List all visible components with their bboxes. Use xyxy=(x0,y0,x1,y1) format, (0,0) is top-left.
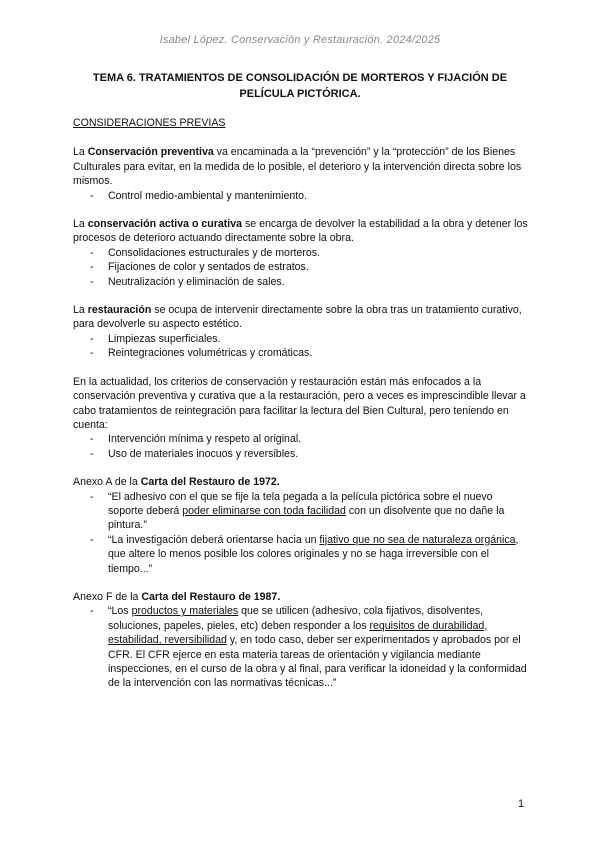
text: La xyxy=(73,218,88,231)
text: “El adhesivo con el que se fije la tela pegada a la película pictórica sobre el nuevo soporte deberá xyxy=(108,490,493,517)
document-body xyxy=(73,116,528,705)
page-number: 1 xyxy=(518,798,525,810)
list-item: - Consolidaciones estructurales y de morteros. xyxy=(73,246,528,260)
bold-term: conservación activa o curativa xyxy=(87,218,243,231)
text: “La investigación deberá orientarse hacia un xyxy=(108,533,320,546)
list-item: - Control medio-ambiental y mantenimiento. xyxy=(73,189,528,203)
bold-term: restauración xyxy=(87,304,152,317)
bold-term: Carta del Restauro de 1972. xyxy=(140,476,280,489)
paragraph xyxy=(73,303,528,332)
list-item: - Neutralización y eliminación de sales. xyxy=(73,275,528,289)
page-header: Isabel López. Conservación y Restauración. 2024/2025 xyxy=(159,34,441,46)
text: se ocupa de intervenir directamente sobre la obra tras un tratamiento curativo, para devolverle su aspecto estético. xyxy=(73,304,522,331)
annex-a-block xyxy=(73,475,528,576)
text: La xyxy=(73,146,88,159)
annex-f-block xyxy=(73,590,528,691)
text: con un disolvente que no dañe la pintura.” xyxy=(108,504,505,532)
text: se encarga de devolver la estabilidad a la obra y detener los procesos de deterioro actuando directamente sobre la obra. xyxy=(73,218,528,245)
restoration-block xyxy=(73,303,528,361)
list-item: - Intervención mínima y respeto al original. xyxy=(73,432,528,446)
bullet-list xyxy=(73,246,528,289)
list-item: - Reintegraciones volumétricas y cromáticas. xyxy=(73,346,528,360)
bullet-list xyxy=(73,432,528,461)
underlined-text: poder eliminarse con toda facilidad xyxy=(182,504,346,517)
quote-item xyxy=(73,490,528,533)
annex-heading xyxy=(73,590,528,604)
list-item: - Uso de materiales inocuos y reversibles. xyxy=(73,447,528,461)
text: “Los xyxy=(108,605,132,618)
quote-list xyxy=(73,490,528,576)
text: va encaminada a la “prevención” y la “protección” de los Bienes Culturales para evitar, en la medida de lo posible, el deterioro y la intervención directa sobre los mismos. xyxy=(73,146,522,188)
list-item: - Limpiezas superficiales. xyxy=(73,332,528,346)
preventive-conservation-block xyxy=(73,145,528,203)
bold-term: Carta del Restauro de 1987. xyxy=(141,590,281,603)
current-criteria-block xyxy=(73,375,528,461)
underlined-text: fijativo que no sea de naturaleza orgánica xyxy=(319,533,516,546)
annex-heading xyxy=(73,475,528,489)
quote-item xyxy=(73,604,528,690)
list-item: - Fijaciones de color y sentados de estratos. xyxy=(73,260,528,274)
text: Anexo F de la xyxy=(73,590,142,603)
text: La xyxy=(73,304,88,317)
text: , que altere lo menos posible los colores originales y no se haga irreversible con el tiempo...” xyxy=(108,533,519,575)
text: que se utilicen (adhesivo, cola fijativos, disolventes, soluciones, papeles, pieles, etc) deben responder a los xyxy=(108,605,484,632)
text: Anexo A de la xyxy=(73,476,141,489)
paragraph: En la actualidad, los criterios de conservación y restauración están más enfocados a la conservación preventiva y curativa que a la restauración, pero a veces es imprescindible llevar a cabo tratamientos de reintegración para facilitar la lectura del Bien Cultural, pero teniendo en cuenta: xyxy=(73,375,526,431)
paragraph xyxy=(73,217,528,246)
curative-conservation-block xyxy=(73,217,528,289)
page-title: TEMA 6. TRATAMIENTOS DE CONSOLIDACIÓN DE MORTEROS Y FIJACIÓN DE PELÍCULA PICTÓRICA. xyxy=(92,72,508,100)
quote-item xyxy=(73,533,528,576)
bullet-list xyxy=(73,189,528,203)
section-heading: CONSIDERACIONES PREVIAS xyxy=(73,117,226,129)
bold-term: Conservación preventiva xyxy=(87,146,214,159)
quote-list xyxy=(73,604,528,690)
underlined-text: productos y materiales xyxy=(131,605,239,618)
text: y, en todo caso, deber ser experimentados y aprobados por el CFR. El CFR ejerce en esta materia tareas de orientación y vigilancia mediante inspecciones, en el curso de la obra y al final, para verificar la idoneidad y la conformidad de la intervención con las normativas técnicas...” xyxy=(108,634,527,690)
bullet-list xyxy=(73,332,528,361)
underlined-text: requisitos de durabilidad, estabilidad, reversibilidad xyxy=(108,619,488,647)
paragraph xyxy=(73,145,528,188)
